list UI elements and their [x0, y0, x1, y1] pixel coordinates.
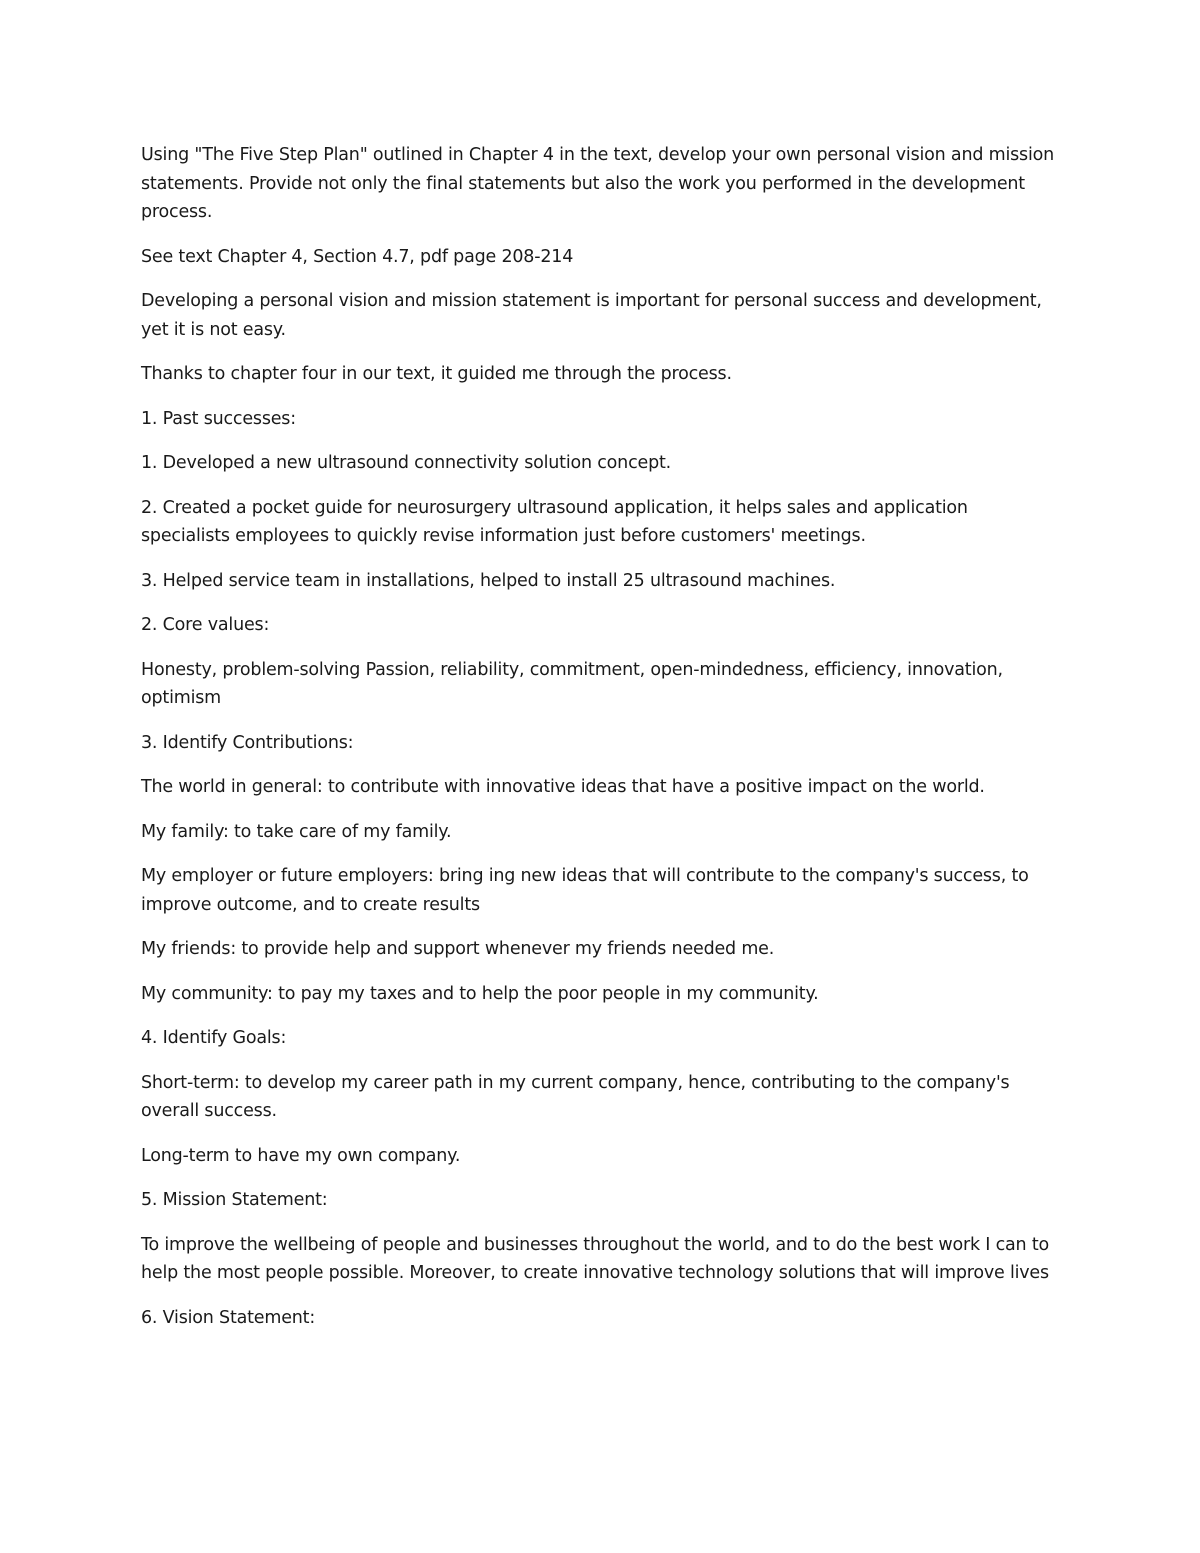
section-heading-mission: 5. Mission Statement:	[141, 1190, 328, 1210]
core-values-text: Honesty, problem-solving Passion, reliability, commitment, open-mindedness, efficiency, innovation, optimism	[141, 659, 1003, 708]
contribution-item: The world in general: to contribute with innovative ideas that have a positive impact on the world.	[141, 777, 985, 797]
list-item: 2. Created a pocket guide for neurosurgery ultrasound application, it helps sales and application specialists employees to quickly revise information just before customers' meetings.	[141, 497, 968, 546]
section-heading-contributions: 3. Identify Contributions:	[141, 732, 354, 753]
mission-statement-text: To improve the wellbeing of people and businesses throughout the world, and to do the best work I can to help the most people possible. Moreover, to create innovative technology solutions that will improve lives	[141, 1234, 1049, 1283]
section-heading-past-successes: 1. Past successes:	[141, 408, 296, 429]
contribution-item: My community: to pay my taxes and to help the poor people in my community.	[141, 983, 819, 1004]
goal-item: Short-term: to develop my career path in my current company, hence, contributing to the company's overall success.	[141, 1072, 1010, 1121]
section-heading-goals: 4. Identify Goals:	[141, 1028, 287, 1048]
list-item: 1. Developed a new ultrasound connectivity solution concept.	[141, 453, 671, 473]
list-item: 3. Helped service team in installations, helped to install 25 ultrasound machines.	[141, 570, 836, 591]
intro-paragraph-2: Thanks to chapter four in our text, it guided me through the process.	[141, 364, 732, 384]
section-heading-core-values: 2. Core values:	[141, 615, 270, 635]
contribution-item: My family: to take care of my family.	[141, 821, 452, 842]
contribution-item: My employer or future employers: bring ing new ideas that will contribute to the company's success, to improve outcome, and to create results	[141, 866, 1029, 915]
goal-item: Long-term to have my own company.	[141, 1145, 461, 1166]
intro-paragraph: Developing a personal vision and mission statement is important for personal success and development, yet it is not easy.	[141, 291, 1042, 340]
contribution-item: My friends: to provide help and support whenever my friends needed me.	[141, 939, 775, 959]
document-body	[141, 141, 1061, 1348]
section-heading-vision: 6. Vision Statement:	[141, 1307, 316, 1328]
assignment-prompt: Using "The Five Step Plan" outlined in Chapter 4 in the text, develop your own personal vision and mission statements. Provide not only the final statements but also the work you performed in the development process.	[141, 145, 1055, 222]
text-reference: See text Chapter 4, Section 4.7, pdf page 208-214	[141, 246, 574, 267]
